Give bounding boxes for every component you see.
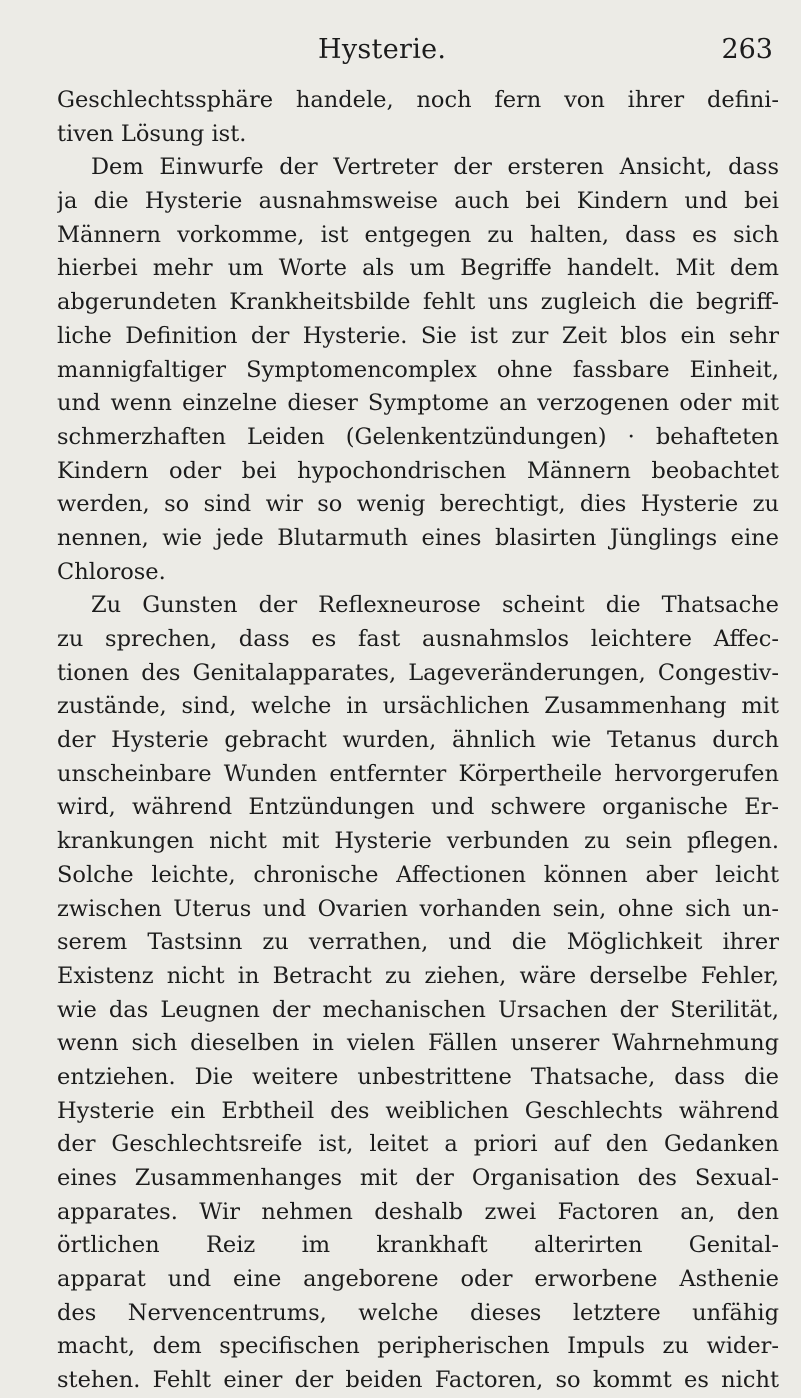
text-line: ja die Hysterie ausnahmsweise auch bei Kindern und bei (57, 188, 779, 215)
text-line: entziehen. Die weitere unbestrittene Thatsache, dass die (57, 1063, 779, 1090)
running-title: Hysterie. (318, 34, 447, 65)
text-line: stehen. Fehlt einer der beiden Factoren, so kommt es nicht (57, 1367, 779, 1394)
text-line: Kindern oder bei hypochondrischen Männern beobachtet (57, 457, 779, 484)
text-line: Geschlechtssphäre handele, noch fern von ihrer defini- (57, 87, 779, 113)
text-line: und wenn einzelne dieser Symptome an verzogenen oder mit (57, 390, 779, 417)
text-line: schmerzhaften Leiden (Gelenkentzündungen) · behafteten (57, 423, 779, 450)
text-line: der Hysterie gebracht wurden, ähnlich wie Tetanus durch (57, 727, 779, 754)
text-line: eines Zusammenhanges mit der Organisation des Sexual- (57, 1165, 779, 1191)
text-line: wird, während Entzündungen und schwere organische Er- (57, 794, 779, 821)
page-number: 263 (721, 34, 773, 65)
text-line: zwischen Uterus und Ovarien vorhanden sein, ohne sich un- (57, 895, 779, 922)
text-line: Männern vorkomme, ist entgegen zu halten, dass es sich (57, 221, 779, 248)
text-line: hierbei mehr um Worte als um Begriffe handelt. Mit dem (57, 255, 779, 282)
text-line: Hysterie ein Erbtheil des weiblichen Geschlechts während (57, 1097, 779, 1124)
text-line: unscheinbare Wunden entfernter Körpertheile hervorgerufen (57, 760, 779, 787)
text-line: serem Tastsinn zu verrathen, und die Möglichkeit ihrer (57, 929, 779, 956)
text-line: des Nervencentrums, welche dieses letztere unfähig (57, 1299, 779, 1326)
text-line: werden, so sind wir so wenig berechtigt, dies Hysterie zu (57, 491, 779, 518)
text-line: macht, dem specifischen peripherischen Impuls zu wider- (57, 1333, 779, 1360)
text-line: krankungen nicht mit Hysterie verbunden zu sein pflegen. (57, 828, 779, 855)
text-line: zu sprechen, dass es fast ausnahmslos leichtere Affec- (57, 626, 779, 652)
text-line: zustände, sind, welche in ursächlichen Zusammenhang mit (57, 693, 779, 720)
text-line: liche Definition der Hysterie. Sie ist zur Zeit blos ein sehr (57, 322, 779, 349)
text-line: tionen des Genitalapparates, Lageveränderungen, Congestiv- (57, 659, 779, 686)
text-line: Existenz nicht in Betracht zu ziehen, wäre derselbe Fehler, (57, 962, 779, 989)
text-line: wie das Leugnen der mechanischen Ursachen der Sterilität, (57, 996, 779, 1023)
text-line: nennen, wie jede Blutarmuth eines blasirten Jünglings eine (57, 524, 779, 551)
text-line: Solche leichte, chronische Affectionen können aber leicht (57, 861, 779, 888)
text-line: apparates. Wir nehmen deshalb zwei Factoren an, den (57, 1198, 779, 1225)
body-text (57, 84, 779, 1398)
text-line: wenn sich dieselben in vielen Fällen unserer Wahrnehmung (57, 1030, 779, 1057)
text-line: Dem Einwurfe der Vertreter der ersteren Ansicht, dass (91, 154, 779, 181)
text-line: örtlichen Reiz im krankhaft alterirten Genital- (57, 1232, 779, 1259)
text-line: mannigfaltiger Symptomencomplex ohne fassbare Einheit, (57, 356, 779, 383)
text-line: Chlorose. (57, 558, 166, 585)
text-line: apparat und eine angeborene oder erworbene Asthenie (57, 1266, 779, 1293)
text-line: tiven Lösung ist. (57, 120, 247, 147)
text-line: der Geschlechtsreife ist, leitet a priori auf den Gedanken (57, 1131, 779, 1158)
text-line: abgerundeten Krankheitsbilde fehlt uns zugleich die begriff- (57, 289, 779, 316)
text-line: Zu Gunsten der Reflexneurose scheint die Thatsache (91, 592, 779, 619)
